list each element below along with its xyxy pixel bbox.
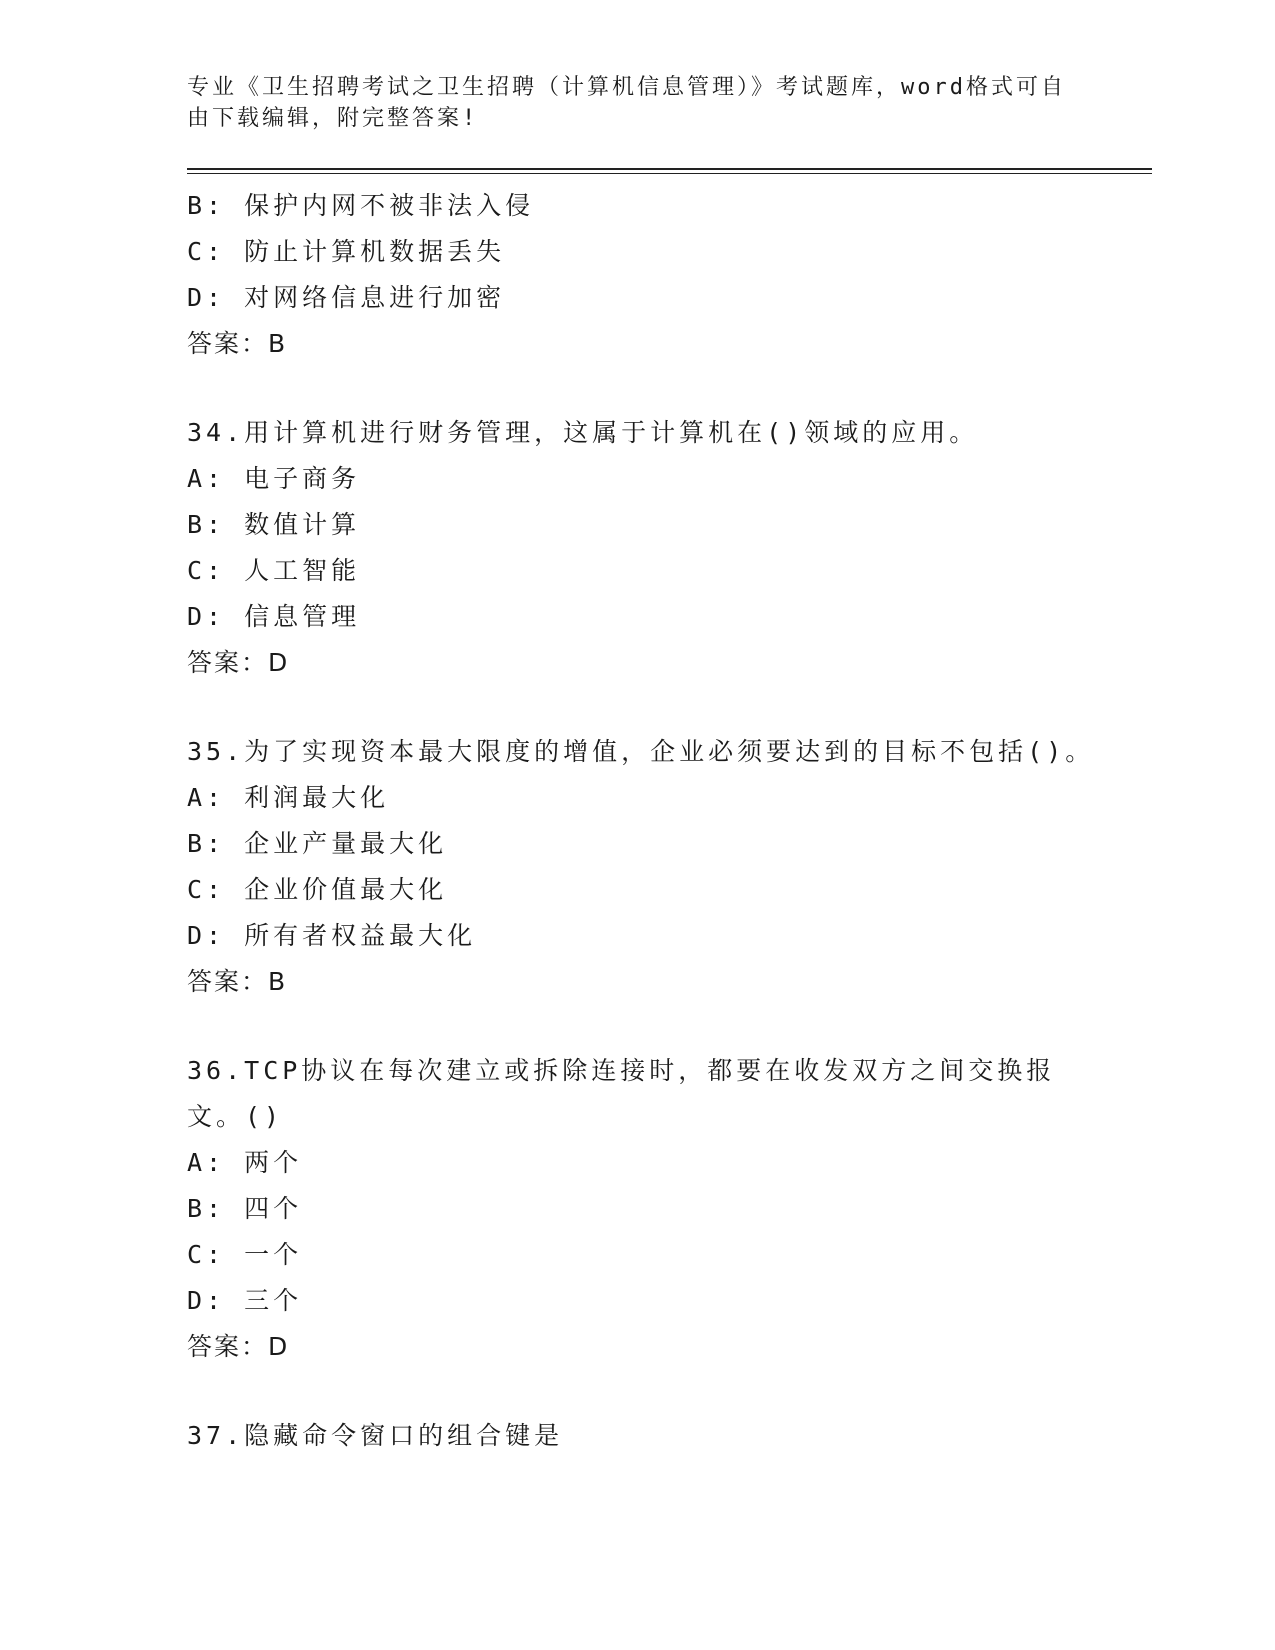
option-b: B: 四个 (187, 1194, 303, 1223)
option-a: A: 电子商务 (187, 464, 361, 493)
option-d: D: 三个 (187, 1286, 303, 1315)
question-block (187, 1048, 1152, 1370)
answer-line: 答案：B (187, 329, 288, 358)
option-d: D: 所有者权益最大化 (187, 921, 477, 950)
option-b: B: 保护内网不被非法入侵 (187, 191, 535, 220)
question-text: 35.为了实现资本最大限度的增值，企业必须要达到的目标不包括()。 (187, 737, 1095, 766)
document-page (187, 72, 1152, 1459)
question-text: 36.TCP协议在每次建立或拆除连接时，都要在收发双方之间交换报文。() (187, 1056, 1056, 1131)
question-list (187, 183, 1152, 1459)
option-a: A: 利润最大化 (187, 783, 390, 812)
question-block (187, 410, 1152, 686)
header-divider (187, 168, 1152, 174)
option-b: B: 数值计算 (187, 510, 361, 539)
option-d: D: 对网络信息进行加密 (187, 283, 506, 312)
question-block (187, 1413, 1152, 1459)
question-text: 34.用计算机进行财务管理，这属于计算机在()领域的应用。 (187, 418, 979, 447)
option-c: C: 人工智能 (187, 556, 361, 585)
option-a: A: 两个 (187, 1148, 303, 1177)
question-text: 37.隐藏命令窗口的组合键是 (187, 1421, 564, 1450)
answer-line: 答案：B (187, 967, 288, 996)
question-block (187, 183, 1152, 367)
option-b: B: 企业产量最大化 (187, 829, 448, 858)
option-c: C: 一个 (187, 1240, 303, 1269)
answer-line: 答案：D (187, 1332, 290, 1361)
question-block (187, 729, 1152, 1005)
option-c: C: 防止计算机数据丢失 (187, 237, 506, 266)
document-header: 专业《卫生招聘考试之卫生招聘（计算机信息管理）》考试题库，word格式可自由下载编辑，附完整答案! (187, 75, 1066, 131)
answer-line: 答案：D (187, 648, 290, 677)
option-c: C: 企业价值最大化 (187, 875, 448, 904)
option-d: D: 信息管理 (187, 602, 361, 631)
